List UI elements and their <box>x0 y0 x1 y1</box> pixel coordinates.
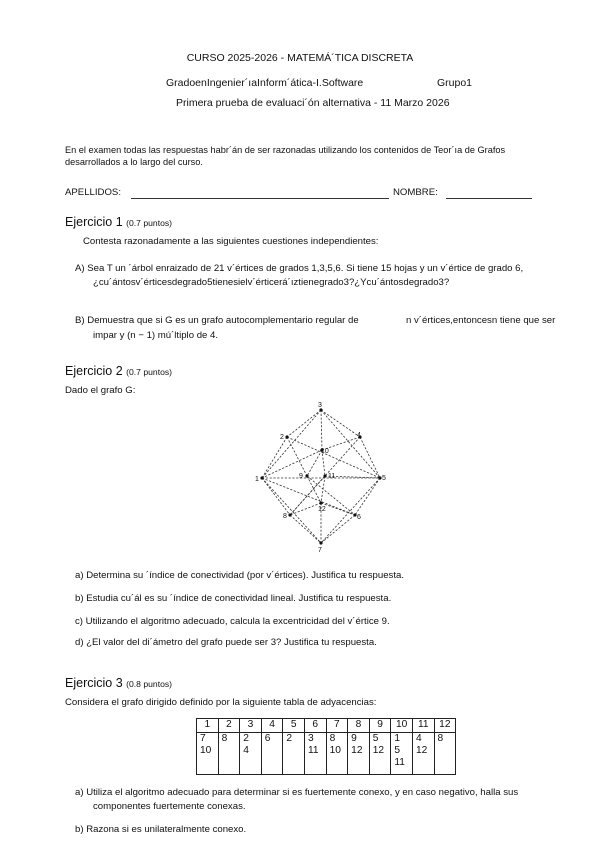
vertex-label: 8 <box>283 513 287 520</box>
exercise-2-question-b: b) Estudia cu´ál es su ´índice de conectividad lineal. Justifica tu respuesta. <box>75 593 392 604</box>
edge <box>321 515 355 543</box>
surname-label: APELLIDOS: <box>65 187 121 198</box>
cell-value: 4 <box>243 745 249 756</box>
exercise-2-question-a: a) Determina su ´índice de conectividad (por v´értices). Justifica tu respuesta. <box>75 570 404 581</box>
vertex-label: 6 <box>357 514 361 521</box>
adjacency-table-header <box>197 719 456 733</box>
cell-value: 12 <box>372 745 385 756</box>
table-header-cell: 9 <box>369 719 391 733</box>
table-cell <box>218 733 240 775</box>
exercise-1-intro: Contesta razonadamente a las siguientes cuestiones independientes: <box>83 236 379 247</box>
vertex-1 <box>260 476 263 479</box>
edge <box>321 478 380 543</box>
cell-value: 10 <box>329 745 341 756</box>
edge <box>290 515 321 543</box>
exercise-2-heading <box>65 364 172 378</box>
cell-value: 11 <box>394 757 405 768</box>
exercise-1-a-line-1: A) Sea T un ´árbol enraizado de 21 v´értices de grados 1,3,5,6. Si tiene 15 hojas y un v´értice de grado 6, <box>75 263 524 274</box>
table-header-cell: 11 <box>412 719 434 733</box>
course-title: CURSO 2025-2026 - MATEMÁ´TICA DISCRETA <box>186 52 414 64</box>
table-cell <box>261 733 283 775</box>
vertex-label: 7 <box>318 547 322 554</box>
vertex-9 <box>305 474 308 477</box>
group-label: Grupo1 <box>437 77 473 89</box>
graph-edges <box>262 410 380 543</box>
edge <box>307 476 355 515</box>
edge <box>290 503 321 515</box>
edge <box>262 437 287 478</box>
exercise-2-question-d: d) ¿El valor del di´ámetro del grafo puede ser 3? Justifica tu respuesta. <box>75 637 377 648</box>
cell-value: 12 <box>351 745 363 756</box>
cell-value: 3 <box>307 733 314 744</box>
vertex-label: 3 <box>318 402 322 409</box>
edge <box>287 437 307 476</box>
name-label: NOMBRE: <box>393 187 438 198</box>
exercise-2-question-c: c) Utilizando el algoritmo adecuado, calcula la excentricidad del v´értice 9. <box>75 616 390 627</box>
exercise-1-points: (0.7 puntos) <box>126 218 173 228</box>
edge <box>262 478 290 515</box>
intro-line-2: desarrollados a lo largo del curso. <box>65 157 203 167</box>
vertex-7 <box>319 541 322 544</box>
cell-value: 2 <box>243 733 249 744</box>
exercise-3-question-b: b) Razona si es unilateralmente conexo. <box>75 824 247 835</box>
table-cell <box>434 733 456 775</box>
exercise-1-a-line-2: ¿cu´ántosv´érticesdegrado5tienesielv´érticerá´ıztienegrado3?¿Ycu´ántosdegrado3? <box>93 277 450 288</box>
table-header-cell: 5 <box>283 719 305 733</box>
cell-value: 6 <box>264 733 271 744</box>
edge <box>307 476 321 503</box>
cell-value: 5 <box>394 745 401 756</box>
exercise-2-intro: Dado el grafo G: <box>65 385 136 396</box>
table-header-cell: 3 <box>240 719 262 733</box>
exercise-1-b-line-1a: B) Demuestra que si G es un grafo autocomplementario regular de <box>75 315 359 326</box>
exercise-3-points: (0.8 puntos) <box>126 679 173 689</box>
vertex-2 <box>285 435 288 438</box>
edge <box>321 410 322 450</box>
vertex-label: 4 <box>357 432 361 439</box>
cell-value: 4 <box>415 733 422 744</box>
name-field[interactable] <box>446 198 532 199</box>
table-header-cell: 4 <box>261 719 283 733</box>
exercise-3-heading <box>65 676 172 690</box>
cell-value: 2 <box>286 733 293 744</box>
edge <box>360 437 380 478</box>
edge <box>287 410 321 437</box>
adjacency-table-row <box>197 733 456 775</box>
vertex-label: 9 <box>299 473 303 480</box>
table-cell <box>283 733 305 775</box>
table-header-cell: 7 <box>326 719 348 733</box>
exercise-1-title: Ejercicio 1 <box>65 215 123 229</box>
adjacency-table <box>196 718 456 775</box>
exam-subtitle: Primera prueba de evaluaci´ón alternativa - 11 Marzo 2026 <box>176 97 450 109</box>
exercise-1-b-line-1b: n v´értices,entoncesn tiene que ser <box>406 315 556 326</box>
vertex-label: 12 <box>318 506 326 513</box>
vertex-11 <box>323 474 326 477</box>
table-cell <box>304 733 326 775</box>
exercise-3-question-a-line-1: a) Utiliza el algoritmo adecuado para determinar si es fuertemente conexo, y en caso negativo, halla sus <box>75 787 519 798</box>
degree-name: GradoenIngenier´ıaInform´ática-I.Software <box>166 77 364 89</box>
edge <box>287 437 380 478</box>
cell-value: 11 <box>307 745 319 756</box>
exercise-2-points: (0.7 puntos) <box>126 367 173 377</box>
table-header-cell: 6 <box>304 719 326 733</box>
table-header-cell: 2 <box>218 719 240 733</box>
graph-figure <box>240 395 400 560</box>
table-cell <box>240 733 262 775</box>
vertex-8 <box>288 513 291 516</box>
table-header-cell: 10 <box>391 719 413 733</box>
cell-value: 8 <box>329 733 336 744</box>
edge <box>262 478 321 543</box>
vertex-label: 10 <box>321 448 329 455</box>
cell-value: 12 <box>415 745 428 756</box>
vertex-label: 2 <box>280 434 284 441</box>
exercise-1-heading <box>65 215 172 229</box>
edge <box>355 478 380 515</box>
table-cell <box>197 733 219 775</box>
table-cell <box>412 733 434 775</box>
cell-value: 7 <box>200 733 206 744</box>
edge <box>321 503 355 515</box>
table-cell <box>369 733 391 775</box>
table-header-cell: 1 <box>197 719 219 733</box>
edge <box>321 410 360 437</box>
vertex-12 <box>319 501 322 504</box>
vertex-label: 11 <box>328 473 336 480</box>
vertex-label: 5 <box>382 475 386 482</box>
exercise-3-question-a-line-2: componentes fuertemente conexas. <box>93 801 246 812</box>
vertex-label: 1 <box>255 476 259 483</box>
edge <box>321 410 380 478</box>
cell-value: 5 <box>372 733 379 744</box>
cell-value: 8 <box>437 733 444 744</box>
cell-value: 9 <box>351 733 357 744</box>
exercise-2-title: Ejercicio 2 <box>65 364 123 378</box>
table-header-cell: 8 <box>348 719 370 733</box>
cell-value: 8 <box>221 733 228 744</box>
cell-value: 1 <box>394 733 401 744</box>
exercise-1-b-line-2: impar y (n − 1) mú´ltiplo de 4. <box>93 330 219 341</box>
table-header-cell: 12 <box>434 719 456 733</box>
exercise-3-title: Ejercicio 3 <box>65 676 123 690</box>
table-cell <box>326 733 348 775</box>
table-cell <box>391 733 413 775</box>
cell-value: 10 <box>200 745 212 756</box>
surname-field[interactable] <box>131 198 389 199</box>
exercise-3-intro: Considera el grafo dirigido definido por la siguiente tabla de adyacencias: <box>65 697 377 708</box>
intro-line-1: En el examen todas las respuestas habr´án de ser razonadas utilizando los contenidos de Teor´ıa de Grafos <box>65 145 506 155</box>
table-cell <box>348 733 370 775</box>
